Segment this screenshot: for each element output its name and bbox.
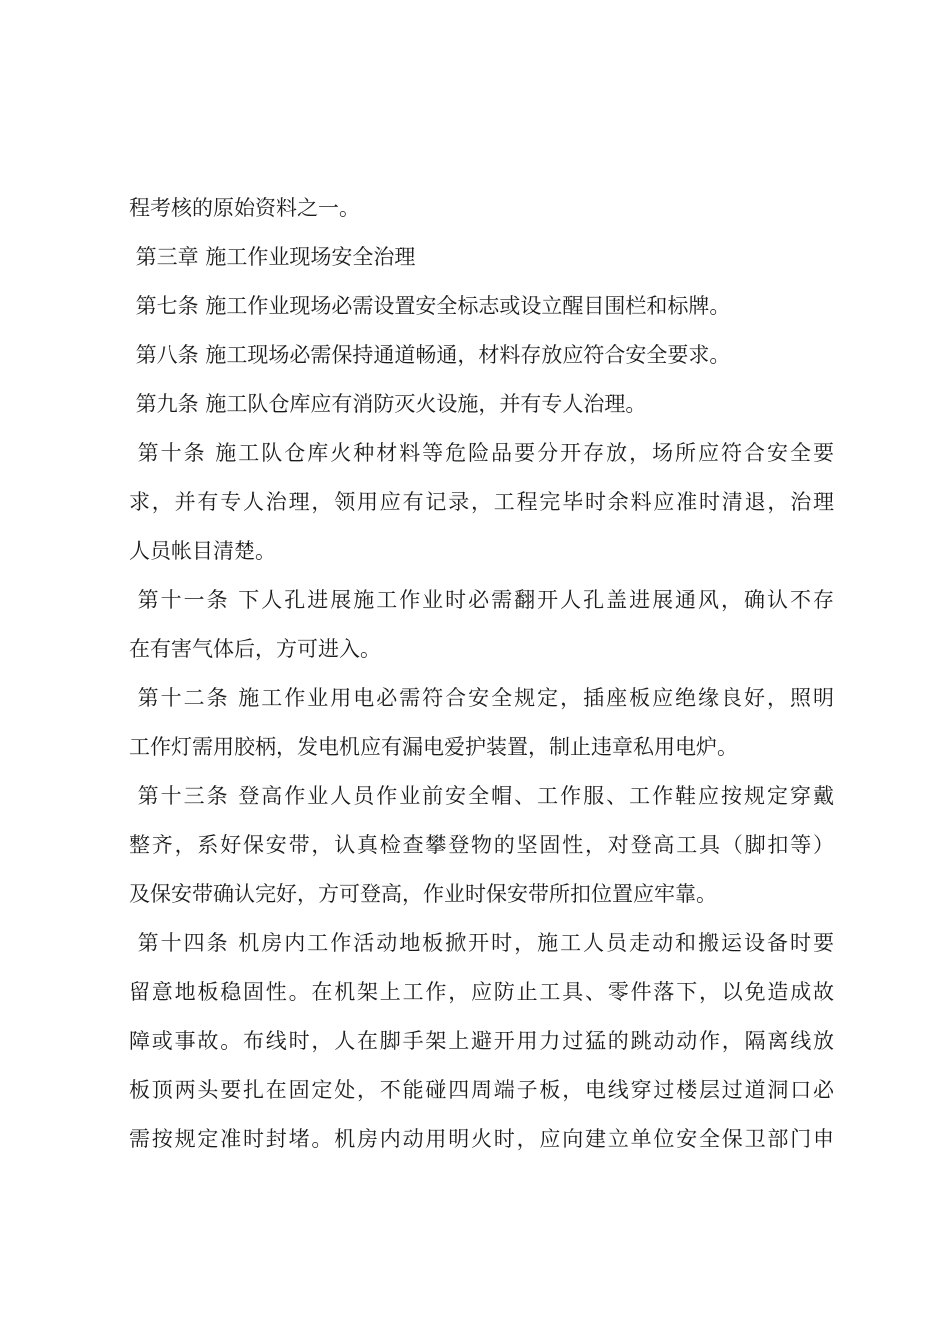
article-8: 第八条 施工现场必需保持通道畅通，材料存放应符合安全要求。 xyxy=(129,343,731,367)
text-line: 人员帐目清楚。 xyxy=(129,539,276,563)
chapter-heading: 第三章 施工作业现场安全治理 xyxy=(129,245,416,269)
article-7: 第七条 施工作业现场必需设置安全标志或设立醒目围栏和标牌。 xyxy=(129,294,731,318)
text-line: 程考核的原始资料之一。 xyxy=(129,196,360,220)
text-line: 求，并有专人治理，领用应有记录，工程完毕时余料应准时清退，治理 xyxy=(129,490,834,514)
article-10: 第十条 施工队仓库火种材料等危险品要分开存放，场所应符合安全要 xyxy=(129,441,834,465)
text-line: 在有害气体后，方可进入。 xyxy=(129,637,381,661)
article-12: 第十二条 施工作业用电必需符合安全规定，插座板应绝缘良好，照明 xyxy=(129,686,834,710)
article-14: 第十四条 机房内工作活动地板掀开时，施工人员走动和搬运设备时要 xyxy=(129,931,834,955)
article-13: 第十三条 登高作业人员作业前安全帽、工作服、工作鞋应按规定穿戴 xyxy=(129,784,834,808)
article-11: 第十一条 下人孔进展施工作业时必需翻开人孔盖进展通风，确认不存 xyxy=(129,588,834,612)
text-line: 及保安带确认完好，方可登高，作业时保安带所扣位置应牢靠。 xyxy=(129,882,717,906)
document-body xyxy=(129,184,834,1164)
text-line: 板顶两头要扎在固定处，不能碰四周端子板，电线穿过楼层过道洞口必 xyxy=(129,1078,834,1102)
text-line: 需按规定准时封堵。机房内动用明火时，应向建立单位安全保卫部门申 xyxy=(129,1127,834,1151)
text-line: 工作灯需用胶柄，发电机应有漏电爱护装置，制止违章私用电炉。 xyxy=(129,735,738,759)
text-line: 整齐，系好保安带，认真检查攀登物的坚固性，对登高工具（脚扣等） xyxy=(129,833,834,857)
text-line: 障或事故。布线时，人在脚手架上避开用力过猛的跳动动作，隔离线放 xyxy=(129,1029,834,1053)
text-line: 留意地板稳固性。在机架上工作，应防止工具、零件落下，以免造成故 xyxy=(129,980,834,1004)
article-9: 第九条 施工队仓库应有消防灭火设施，并有专人治理。 xyxy=(129,392,647,416)
